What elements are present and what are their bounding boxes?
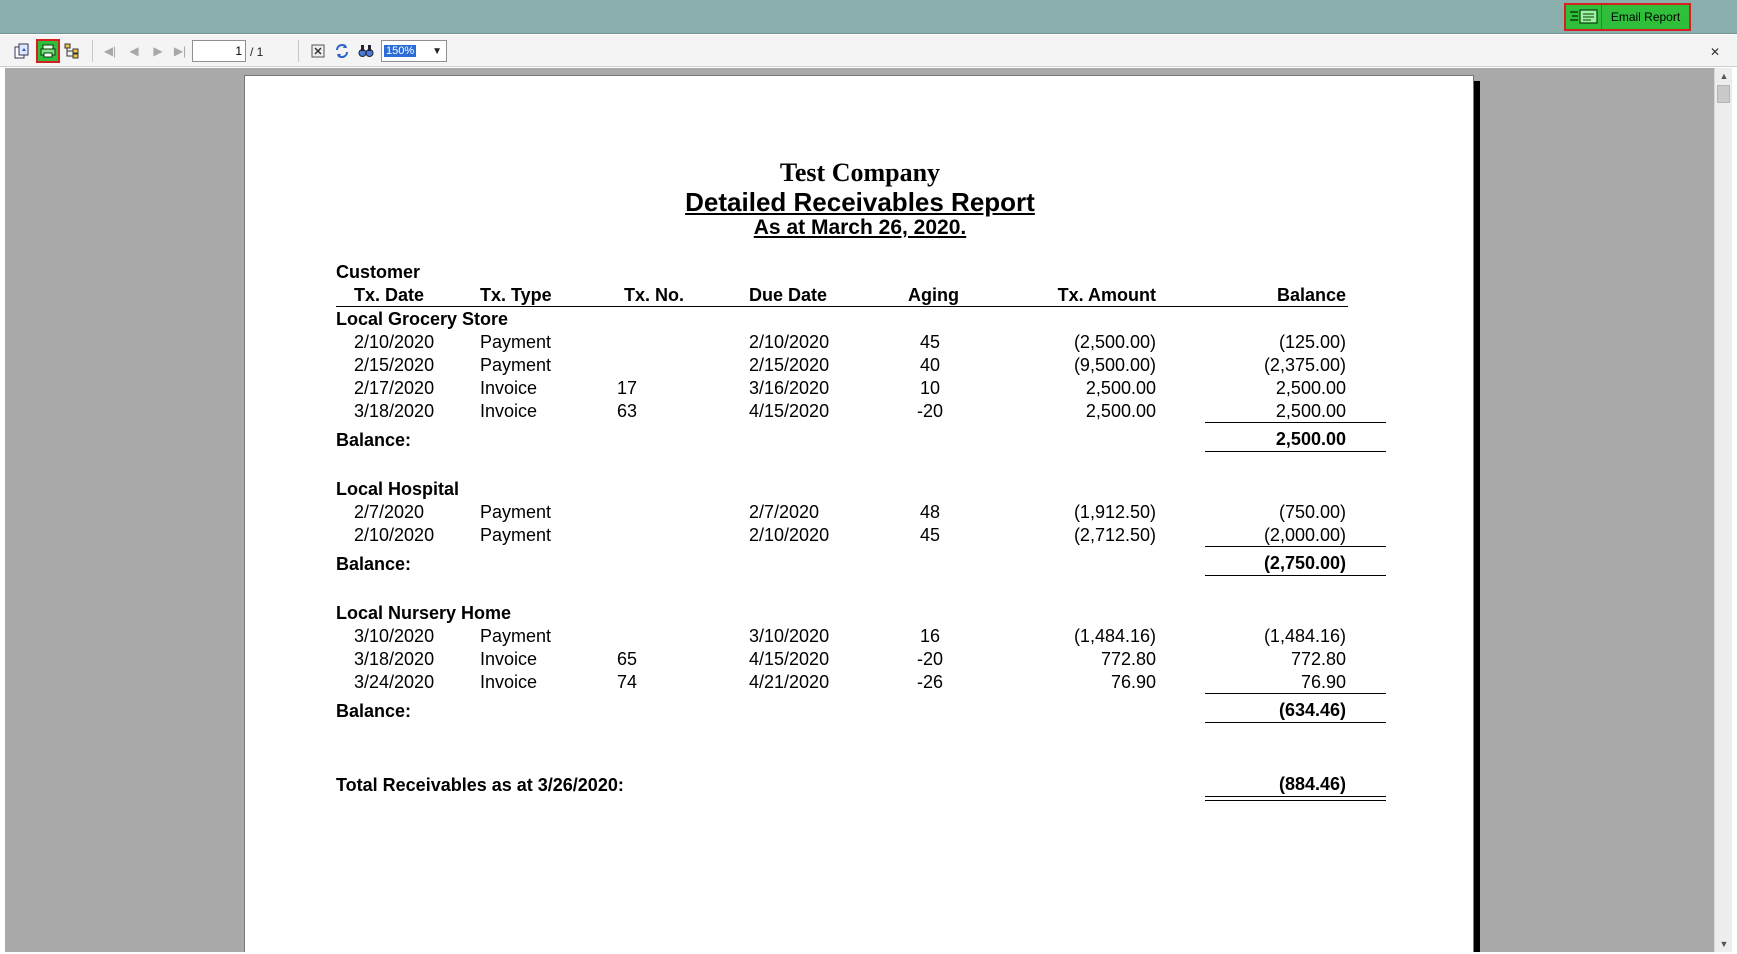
zoom-select[interactable] [381, 40, 447, 62]
cell-aging: 10 [919, 378, 941, 398]
cell-tx-amount: (9,500.00) [1073, 355, 1156, 375]
cell-aging: 16 [919, 626, 941, 646]
close-icon[interactable]: ✕ [1710, 45, 1721, 59]
col-tx-type: Tx. Type [480, 285, 552, 305]
cell-tx-type: Payment [480, 525, 552, 545]
cell-tx-no: 74 [616, 672, 638, 692]
cell-due-date: 4/15/2020 [749, 649, 830, 669]
cell-tx-date: 2/15/2020 [354, 355, 435, 375]
cell-aging: 40 [919, 355, 941, 375]
subtotal-rule [1205, 546, 1386, 547]
cell-due-date: 3/16/2020 [749, 378, 830, 398]
cell-tx-amount: 2,500.00 [1085, 378, 1156, 398]
cell-tx-date: 2/10/2020 [354, 332, 435, 352]
cell-due-date: 2/15/2020 [749, 355, 830, 375]
subtotal-rule [1205, 422, 1386, 423]
col-customer: Customer [336, 262, 421, 282]
cell-tx-amount: (2,712.50) [1073, 525, 1156, 545]
print-icon[interactable] [36, 39, 60, 63]
cell-tx-type: Invoice [480, 378, 538, 398]
cell-aging: -20 [916, 401, 943, 421]
cell-due-date: 2/7/2020 [749, 502, 820, 522]
cell-tx-type: Payment [480, 626, 552, 646]
cell-balance: 76.90 [1300, 672, 1346, 692]
col-tx-no: Tx. No. [624, 285, 685, 305]
report-viewer-area [5, 68, 1714, 952]
cell-tx-date: 2/10/2020 [354, 525, 435, 545]
cell-balance: (1,484.16) [1263, 626, 1346, 646]
refresh-icon[interactable] [332, 41, 352, 61]
cell-balance: (750.00) [1278, 502, 1346, 522]
page-total-label: / 1 [250, 45, 264, 59]
customer-name: Local Hospital [336, 479, 460, 499]
header-rule [336, 306, 1348, 307]
total-label: Total Receivables as at 3/26/2020: [336, 775, 624, 795]
chevron-down-icon: ▼ [432, 45, 442, 57]
balance-label: Balance: [336, 701, 412, 721]
cell-due-date: 4/21/2020 [749, 672, 830, 692]
cell-tx-no: 63 [616, 401, 638, 421]
cell-tx-date: 2/7/2020 [354, 502, 425, 522]
email-send-icon [1566, 5, 1602, 29]
balance-label: Balance: [336, 554, 412, 574]
cell-aging: -26 [916, 672, 943, 692]
cell-tx-type: Payment [480, 502, 552, 522]
group-balance: (634.46) [1278, 700, 1346, 720]
col-tx-amount: Tx. Amount [1057, 285, 1156, 305]
cell-tx-date: 3/18/2020 [354, 401, 435, 421]
customer-name: Local Nursery Home [336, 603, 512, 623]
cell-tx-type: Invoice [480, 401, 538, 421]
last-page-icon[interactable]: ▶| [173, 44, 187, 58]
zoom-value: 150% [386, 45, 415, 57]
vertical-scrollbar[interactable] [1714, 68, 1732, 952]
cell-tx-date: 3/18/2020 [354, 649, 435, 669]
report-subtitle: As at March 26, 2020. [753, 216, 967, 239]
cell-due-date: 4/15/2020 [749, 401, 830, 421]
cell-tx-amount: (2,500.00) [1073, 332, 1156, 352]
email-report-label: Email Report [1610, 10, 1681, 24]
cell-aging: 48 [919, 502, 941, 522]
balance-label: Balance: [336, 430, 412, 450]
scroll-thumb[interactable] [1717, 85, 1730, 103]
col-aging: Aging [908, 285, 959, 305]
cell-tx-date: 3/10/2020 [354, 626, 435, 646]
subtotal-rule [1205, 693, 1386, 694]
previous-page-icon[interactable]: ◀ [129, 44, 139, 58]
cell-due-date: 3/10/2020 [749, 626, 830, 646]
customer-name: Local Grocery Store [336, 309, 509, 329]
email-report-button[interactable] [1564, 3, 1691, 31]
col-balance: Balance [1276, 285, 1346, 305]
export-icon[interactable] [12, 41, 32, 61]
stop-icon[interactable] [308, 41, 328, 61]
group-tree-icon[interactable] [62, 41, 82, 61]
cell-tx-date: 3/24/2020 [354, 672, 435, 692]
cell-tx-no: 17 [616, 378, 638, 398]
page-number-input[interactable] [192, 40, 246, 62]
next-page-icon[interactable]: ▶ [153, 44, 163, 58]
cell-aging: 45 [919, 525, 941, 545]
cell-balance: 2,500.00 [1275, 378, 1346, 398]
cell-balance: (2,375.00) [1263, 355, 1346, 375]
cell-aging: -20 [916, 649, 943, 669]
cell-due-date: 2/10/2020 [749, 525, 830, 545]
cell-tx-amount: 772.80 [1100, 649, 1156, 669]
cell-tx-amount: 2,500.00 [1085, 401, 1156, 421]
total-value: (884.46) [1278, 774, 1346, 794]
col-tx-date: Tx. Date [354, 285, 425, 305]
cell-tx-type: Payment [480, 355, 552, 375]
scroll-up-icon[interactable]: ▲ [1719, 71, 1729, 81]
total-rule-2 [1205, 800, 1386, 801]
balance-rule [1205, 722, 1386, 723]
search-icon[interactable] [356, 41, 376, 61]
cell-tx-type: Invoice [480, 672, 538, 692]
scroll-down-icon[interactable]: ▼ [1719, 939, 1729, 949]
group-balance: (2,750.00) [1263, 553, 1346, 573]
cell-balance: 2,500.00 [1275, 401, 1346, 421]
cell-tx-no: 65 [616, 649, 638, 669]
report-page [244, 75, 1474, 952]
group-balance: 2,500.00 [1275, 429, 1346, 449]
cell-tx-type: Payment [480, 332, 552, 352]
cell-balance: (2,000.00) [1263, 525, 1346, 545]
balance-rule [1205, 451, 1386, 452]
cell-tx-amount: (1,912.50) [1073, 502, 1156, 522]
total-rule-1 [1205, 796, 1386, 797]
cell-balance: 772.80 [1290, 649, 1346, 669]
cell-tx-date: 2/17/2020 [354, 378, 435, 398]
company-name: Test Company [779, 158, 941, 187]
top-bar [0, 0, 1737, 34]
cell-aging: 45 [919, 332, 941, 352]
cell-tx-amount: (1,484.16) [1073, 626, 1156, 646]
balance-rule [1205, 575, 1386, 576]
cell-tx-type: Invoice [480, 649, 538, 669]
cell-tx-amount: 76.90 [1110, 672, 1156, 692]
cell-balance: (125.00) [1278, 332, 1346, 352]
report-title: Detailed Receivables Report [685, 187, 1035, 217]
col-due-date: Due Date [749, 285, 828, 305]
first-page-icon[interactable]: ◀​| [103, 44, 117, 58]
cell-due-date: 2/10/2020 [749, 332, 830, 352]
